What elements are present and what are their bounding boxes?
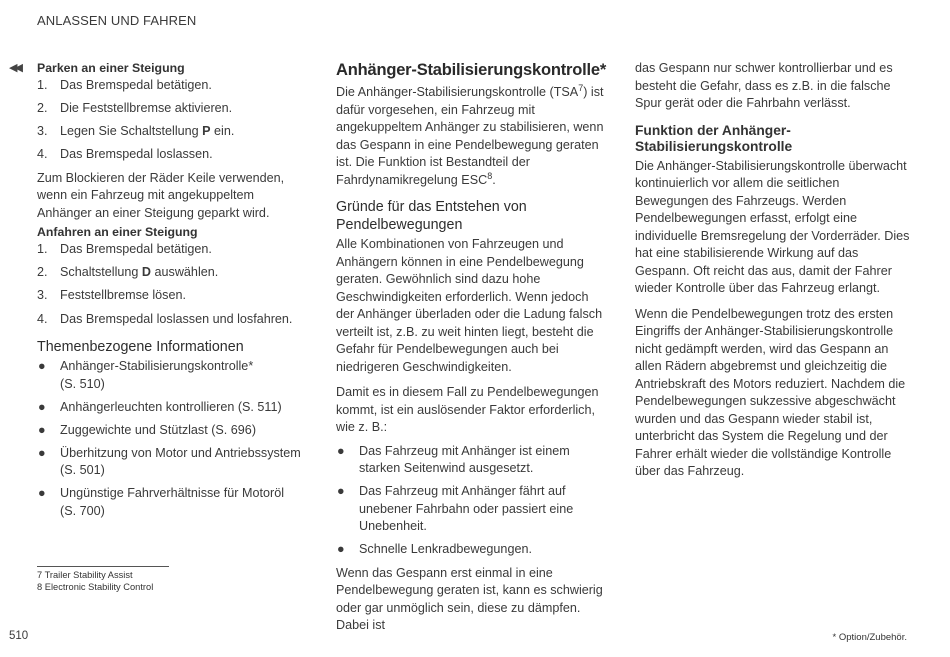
list-item	[37, 311, 307, 329]
list-item	[37, 264, 307, 282]
step-number: 4.	[37, 147, 48, 162]
subsection-heading: Gründe für das Entstehen von Pendelbewegungen	[336, 199, 527, 233]
step-number: 3.	[37, 288, 48, 303]
intro-paragraph	[336, 84, 608, 189]
bullet-icon: ●	[38, 445, 46, 460]
anfahren-heading: Anfahren an einer Steigung	[37, 225, 198, 240]
parken-note: Zum Blockieren der Räder Keile verwenden, wenn ein Fahrzeug mit angekuppeltem Anhänger an einer Steigung geparkt wird.	[37, 170, 285, 220]
related-link[interactable]	[37, 485, 307, 520]
related-heading: Themenbezogene Informationen	[37, 339, 244, 356]
list-item	[37, 77, 307, 95]
step-number: 3.	[37, 124, 48, 139]
bullet-icon: ●	[38, 422, 46, 437]
footnote-divider	[37, 566, 169, 567]
footnote-ref: 7	[578, 82, 584, 93]
step-text-end: auswählen.	[151, 265, 219, 280]
footnote-number: 8	[37, 582, 43, 592]
paragraph-continued: das Gespann nur schwer kontrollierbar und es besteht die Gefahr, dass es z.B. in die falsche Spur gerät oder die Fahrbahn verlässt.	[635, 61, 893, 110]
bullet-list	[336, 443, 608, 559]
column-left	[37, 60, 307, 526]
list-item	[336, 483, 608, 536]
bullet-icon: ●	[38, 399, 46, 414]
footnote-number: 7	[37, 570, 43, 580]
footnote-text: Trailer Stability Assist	[42, 570, 133, 580]
link-text[interactable]: Anhänger-Stabilisierungskontrolle*	[60, 359, 254, 374]
gear-position: D	[141, 265, 152, 280]
link-text[interactable]: Anhängerleuchten kontrollieren (S. 511)	[60, 399, 282, 414]
intro-text-c: .	[492, 172, 496, 187]
subsection-heading: Funktion der Anhänger-Stabilisierungskontrolle	[635, 122, 793, 154]
related-link[interactable]	[37, 358, 307, 393]
link-ref[interactable]: (S. 501)	[60, 463, 105, 478]
step-number: 1.	[37, 78, 48, 92]
paragraph: Alle Kombinationen von Fahrzeugen und Anhängern können in eine Pendelbewegung geraten. Gewöhnlich sind dazu hohe Geschwindigkeiten erforderlich. Wenn jedoch der Anhänger überladen oder die Ladung falsch verteilt ist, z.B. zu weit hinten liegt, besteht die Gefahr für Pendelbewegungen auch bei niedrigeren Geschwindigkeiten.	[336, 237, 603, 374]
footnote-ref: 8	[487, 170, 493, 181]
step-text: Das Bremspedal betätigen.	[60, 242, 212, 257]
section-title: Anhänger-Stabilisierungskontrolle*	[336, 61, 607, 79]
bullet-icon: ●	[337, 542, 345, 557]
bullet-text: Schnelle Lenkradbewegungen.	[359, 542, 532, 557]
list-item	[37, 100, 307, 118]
related-link[interactable]	[37, 422, 307, 440]
link-text[interactable]: Ungünstige Fahrverhältnisse für Motoröl	[60, 486, 284, 501]
bullet-icon: ●	[337, 443, 345, 458]
list-item	[336, 541, 608, 559]
page-number: 510	[9, 630, 29, 642]
step-number: 1.	[37, 242, 48, 257]
parken-steps	[37, 77, 307, 164]
footnote-text: Electronic Stability Control	[42, 582, 154, 592]
column-right	[635, 60, 910, 489]
footnote	[37, 581, 153, 593]
option-note: * Option/Zubehör.	[832, 632, 907, 643]
paragraph: Damit es in diesem Fall zu Pendelbewegungen kommt, ist ein auslösender Faktor erforderlich, wie z. B.:	[336, 385, 599, 434]
list-item	[37, 287, 307, 305]
anfahren-steps	[37, 241, 307, 328]
intro-text-a: Die Anhänger-Stabilisierungskontrolle (TSA	[336, 85, 579, 99]
column-middle	[336, 60, 608, 643]
related-link[interactable]	[37, 445, 307, 480]
paragraph: Wenn das Gespann erst einmal in eine Pendelbewegung geraten ist, kann es schwierig oder gar unmöglich sein, diese zu dämpfen. Dabei ist	[336, 565, 603, 633]
link-ref[interactable]: (S. 700)	[60, 503, 105, 518]
step-text-end: ein.	[210, 124, 235, 139]
list-item	[37, 123, 307, 141]
bullet-icon: ●	[38, 359, 46, 374]
list-item	[37, 146, 307, 164]
parken-heading: Parken an einer Steigung	[37, 61, 185, 75]
double-left-arrow-icon[interactable]: ◀◀	[9, 62, 20, 74]
step-number: 4.	[37, 311, 48, 326]
bullet-text: Das Fahrzeug mit Anhänger ist einem starken Seitenwind ausgesetzt.	[359, 443, 570, 475]
link-text[interactable]: Zuggewichte und Stützlast (S. 696)	[60, 422, 257, 437]
bullet-icon: ●	[337, 484, 345, 499]
step-text: Feststellbremse lösen.	[60, 288, 186, 303]
step-text: Die Feststellbremse aktivieren.	[60, 101, 233, 116]
gear-position: P	[202, 124, 211, 139]
step-text: Legen Sie Schaltstellung	[60, 124, 203, 139]
link-ref[interactable]: (S. 510)	[60, 376, 105, 391]
bullet-text: Das Fahrzeug mit Anhänger fährt auf unebener Fahrbahn oder passiert eine Unebenheit.	[359, 484, 574, 534]
step-text: Das Bremspedal betätigen.	[60, 78, 212, 92]
step-text: Schaltstellung	[60, 265, 142, 280]
step-number: 2.	[37, 101, 48, 116]
paragraph: Die Anhänger-Stabilisierungskontrolle überwacht kontinuierlich vor allem die seitlichen Bewegungen des Fahrzeugs. Werden Pendelbewegungen erfasst, erfolgt eine individuelle Bremsregelung der Vorderräder. Dies hat eine stabilisierende Wirkung auf das Gespann. Oft reicht das aus, damit der Fahrer wieder Kontrolle über das Fahrzeug erlangt.	[635, 158, 910, 295]
footnote	[37, 569, 133, 581]
related-link[interactable]	[37, 399, 307, 417]
list-item	[37, 241, 307, 259]
step-text: Das Bremspedal loslassen.	[60, 147, 213, 162]
bullet-icon: ●	[38, 486, 46, 501]
link-text[interactable]: Überhitzung von Motor und Antriebssystem	[60, 445, 301, 460]
related-links	[37, 358, 307, 520]
list-item	[336, 443, 608, 478]
intro-text-b: ) ist dafür vorgesehen, ein Fahrzeug mit angekuppeltem Anhänger zu stabilisieren, wenn das Gespann in eine Pendelbewegung geraten ist. Die Funktion ist Bestandteil der Fahrdynamikregelung ESC	[336, 85, 604, 187]
paragraph: Wenn die Pendelbewegungen trotz des ersten Eingriffs der Anhänger-Stabilisierungskontrolle nicht gedämpft werden, wird das Gespann an allen Rädern abgebremst und gleichzeitig die Antriebskraft des Motors reduziert. Nachdem die Pendelbewegungen sukzessive abgeschwächt wurden und das Gespann wieder stabil ist, unterbricht das System die Regelung und der Fahrer erhält wieder die vollständige Kontrolle über das Fahrzeug.	[635, 306, 906, 478]
step-text: Das Bremspedal loslassen und losfahren.	[60, 311, 293, 326]
page-header: ANLASSEN UND FAHREN	[37, 13, 197, 28]
step-number: 2.	[37, 265, 48, 280]
